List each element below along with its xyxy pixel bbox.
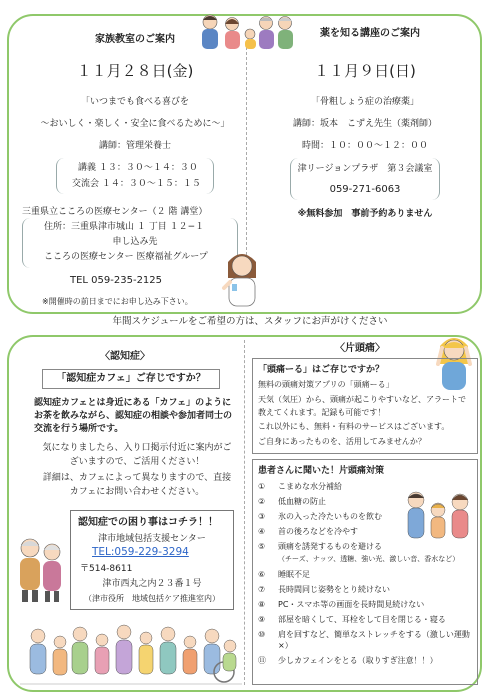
list-item: ⑩ 肩を回すなど、簡単なストレッチをする（激しい運動×） (258, 630, 470, 650)
dementia-postal: 〒514-8611 (80, 564, 133, 574)
list-item: ⑨ 部屋を暗くして、耳栓をして目を閉じる・寝る (258, 615, 446, 624)
family-class-address: 住所：三重県津市城山 １ 丁目 １２−１ (44, 222, 205, 232)
list-item: ② 低血糖の防止 (258, 497, 326, 506)
family-class-apply-label: 申し込み先 (112, 237, 158, 247)
dementia-cafe-title: 「認知症カフェ」ご存じですか？ (56, 373, 206, 384)
medicine-class-venue: 津リージョンプラザ 第３会議室 (297, 164, 433, 174)
family-class-lecturer: 講師：管理栄養士 (98, 141, 171, 151)
family-class-subtheme: ～おいしく・楽しく・安全に食べるために～」 (40, 119, 230, 129)
elderly-couple-illustration (14, 534, 68, 604)
family-class-lecture-time: 講義 １３：３０～１４：３０ (78, 163, 198, 173)
family-class-apply-to: こころの医療センター 医療福祉グループ (44, 252, 208, 262)
headache-app-desc-1: 無料の頭痛対策アプリの「頭痛ーる」 (258, 380, 394, 389)
family-class-venue: 三重県立こころの医療センター（２ 階 講堂） (22, 207, 208, 217)
medicine-class-date: １１月９日(日) (314, 62, 416, 80)
list-item: ⑤ 頭痛を誘発するものを避ける (258, 542, 382, 551)
family-class-title: 家族教室のご案内 (95, 34, 175, 45)
medicine-class-theme: 「骨粗しょう症の治療薬」 (310, 97, 419, 107)
headache-heading: 〈片頭痛〉 (335, 343, 385, 354)
dementia-address: 津市西丸之内２３番１号 (102, 579, 202, 589)
dementia-office: （津市役所 地域包括ケア推進室内） (84, 594, 220, 603)
staff-illustration (218, 248, 266, 308)
list-item: ④ 首の後ろなどを冷やす (258, 527, 358, 536)
family-class-note: ※開催時の前日までにお申し込み下さい。 (42, 297, 193, 306)
medicine-class-title: 薬を知る講座のご案内 (320, 28, 420, 39)
family-headache-illustration (402, 486, 474, 542)
list-item: （チーズ、ナッツ、透糖、強い光、激しい音、香水など） (278, 555, 460, 563)
family-class-theme: 「いつまでも食べる喜びを (80, 97, 189, 107)
headache-app-desc-3: これ以外にも、無料・有料のサービスはございます。 (258, 422, 450, 431)
community-illustration (20, 612, 242, 688)
info-divider (244, 340, 245, 685)
schedule-note: 年間スケジュールをご希望の方は、スタッフにお声がけください (112, 316, 388, 327)
dementia-guide-1: 気になりましたら、入り口掲示付近に案内がございますので、ご活用ください！ (42, 443, 232, 467)
list-item: ⑪ 少しカフェインをとる（取りすぎ注意！！） (258, 656, 438, 665)
medicine-class-lecturer: 講師：坂本 こずえ先生（薬剤師） (292, 119, 437, 129)
medicine-class-time: 時間：１０：００～１２：００ (301, 141, 428, 151)
dementia-cafe-desc: 認知症カフェとは身近にある「カフェ」のようにお茶を飲みながら、認知症の相談や参加者同士の交流を行う場所です。 (34, 398, 233, 434)
list-item: ① こまめな水分補給 (258, 482, 342, 491)
dementia-guide-2: 詳細は、カフェによって異なりますので、直接カフェにお問い合わせください。 (42, 473, 232, 497)
family-class-date: １１月２８日(金) (76, 62, 194, 80)
medicine-class-phone: 059-271-6063 (329, 184, 401, 195)
headache-app-title: 「頭痛ーる」はご存じですか？ (258, 365, 385, 375)
dementia-help-title: 認知症での困り事はコチラ！！ (78, 517, 218, 528)
family-illustration (196, 12, 296, 52)
list-item: ⑦ 長時間同じ姿勢をとり続けない (258, 585, 390, 594)
headache-app-desc-4: ご自身にあったものを、活用してみませんか？ (258, 437, 426, 446)
medicine-class-note: ※無料参加 事前予約ありません (297, 209, 433, 219)
list-item: ⑥ 睡眠不足 (258, 570, 310, 579)
family-class-tel: TEL 059-235-2125 (70, 275, 163, 286)
list-item: ⑧ PC・スマホ等の画面を長時間見続けない (258, 600, 425, 609)
headache-app-desc-2: 天気（気圧）から、頭痛が起こりやすいなど、アラートで教えてくれます。記録も可能です！ (258, 395, 466, 417)
dementia-center-name: 津市地域包括支援センター (98, 534, 206, 544)
dementia-heading: 〈認知症〉 (100, 351, 150, 362)
dementia-center-tel[interactable]: TEL:059-229-3294 (92, 546, 189, 558)
family-class-exchange-time: 交流会 １４：３０～１５：１５ (72, 179, 201, 189)
headache-tips-title: 患者さんに聞いた！片頭痛対策 (258, 466, 385, 476)
list-item: ③ 氷の入った冷たいものを飲む (258, 512, 382, 521)
